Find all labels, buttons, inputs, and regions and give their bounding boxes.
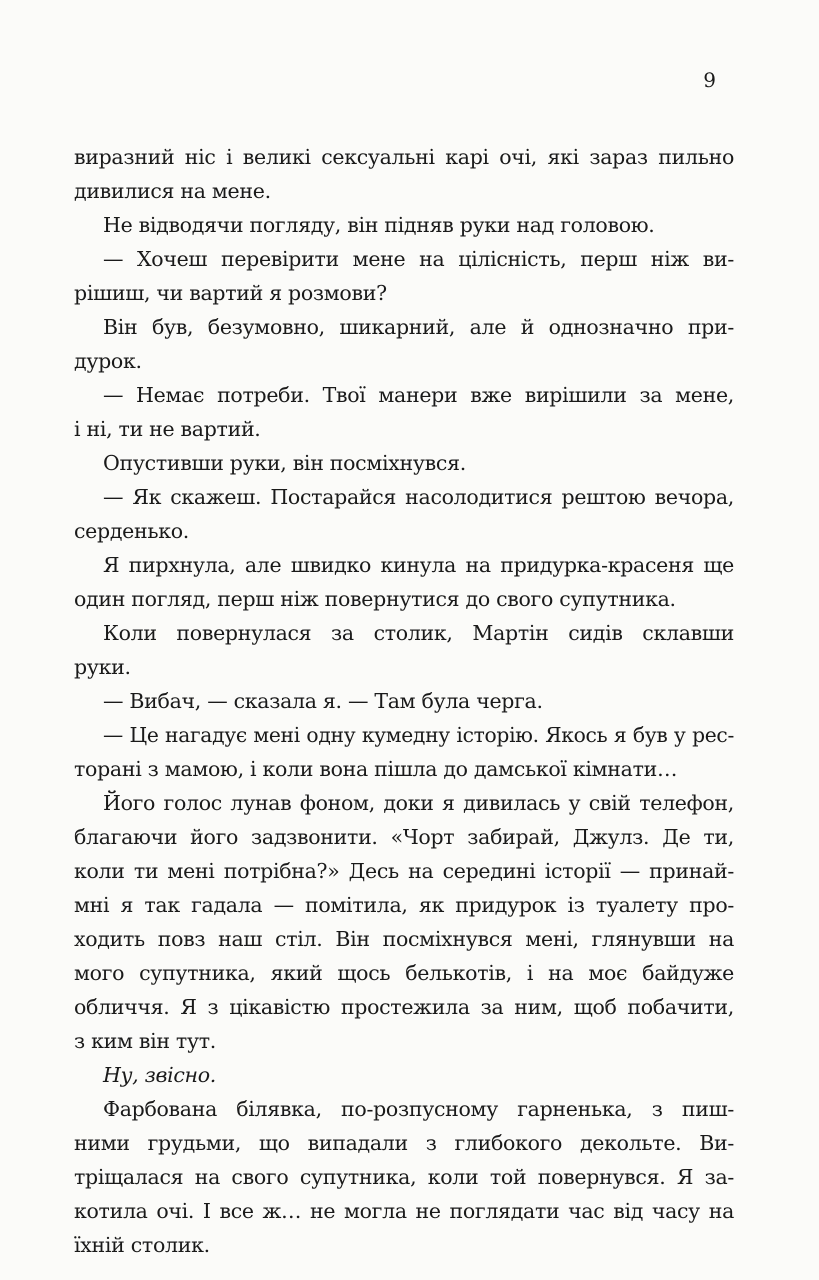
text-line: руки. [74,655,131,679]
text-line: їхній столик. [74,1233,210,1257]
text-line: рішиш, чи вартий я розмови? [74,281,387,305]
text-line: — Це нагадує мені одну кумедну історію. Якось я був у рес- [103,723,734,747]
text-line: Не відводячи погляду, він підняв руки над головою. [103,213,655,237]
text-line: і ні, ти не вартий. [74,417,261,441]
text-line: ними грудьми, що випадали з глибокого декольте. Ви- [74,1131,734,1155]
text-line: Опустивши руки, він посміхнувся. [103,451,466,475]
text-line: Ну, звісно. [103,1063,217,1087]
text-line: дивилися на мене. [74,179,271,203]
text-line: тріщалася на свого супутника, коли той повернувся. Я за- [74,1165,734,1189]
text-line: — Немає потреби. Твої манери вже вирішили за мене, [103,383,734,407]
text-line: коли ти мені потрібна?» Десь на середині історії — принай- [74,859,734,883]
text-line: мого супутника, який щось белькотів, і на моє байдуже [74,961,734,985]
text-line: котила очі. І все ж… не могла не поглядати час від часу на [74,1199,734,1223]
text-line: — Хочеш перевірити мене на цілісність, перш ніж ви- [103,247,734,271]
text-line: виразний ніс і великі сексуальні карі очі, які зараз пильно [74,145,734,169]
text-line: мні я так гадала — помітила, як придурок із туалету про- [74,893,734,917]
text-line: — Вибач, — сказала я. — Там була черга. [103,689,543,713]
text-line: з ким він тут. [74,1029,216,1053]
text-line: торані з мамою, і коли вона пішла до дамської кімнати… [74,757,678,781]
body-text [74,140,734,1262]
text-line: Коли повернулася за столик, Мартін сидів склавши [103,621,734,645]
text-line: ходить повз наш стіл. Він посміхнувся мені, глянувши на [74,927,734,951]
text-line: Його голос лунав фоном, доки я дивилась у свій телефон, [103,791,734,815]
text-line: один погляд, перш ніж повернутися до свого супутника. [74,587,676,611]
page-number: 9 [703,68,716,92]
text-line: Він був, безумовно, шикарний, але й однозначно при- [103,315,734,339]
text-line: дурок. [74,349,142,373]
text-line: благаючи його задзвонити. «Чорт забирай, Джулз. Де ти, [74,825,734,849]
text-line: серденько. [74,519,189,543]
text-line: Я пирхнула, але швидко кинула на придурка-красеня ще [103,553,734,577]
text-line: — Як скажеш. Постарайся насолодитися рештою вечора, [103,485,734,509]
text-line: обличчя. Я з цікавістю простежила за ним, щоб побачити, [74,995,734,1019]
text-line: Фарбована білявка, по-розпусному гарненька, з пиш- [103,1097,734,1121]
